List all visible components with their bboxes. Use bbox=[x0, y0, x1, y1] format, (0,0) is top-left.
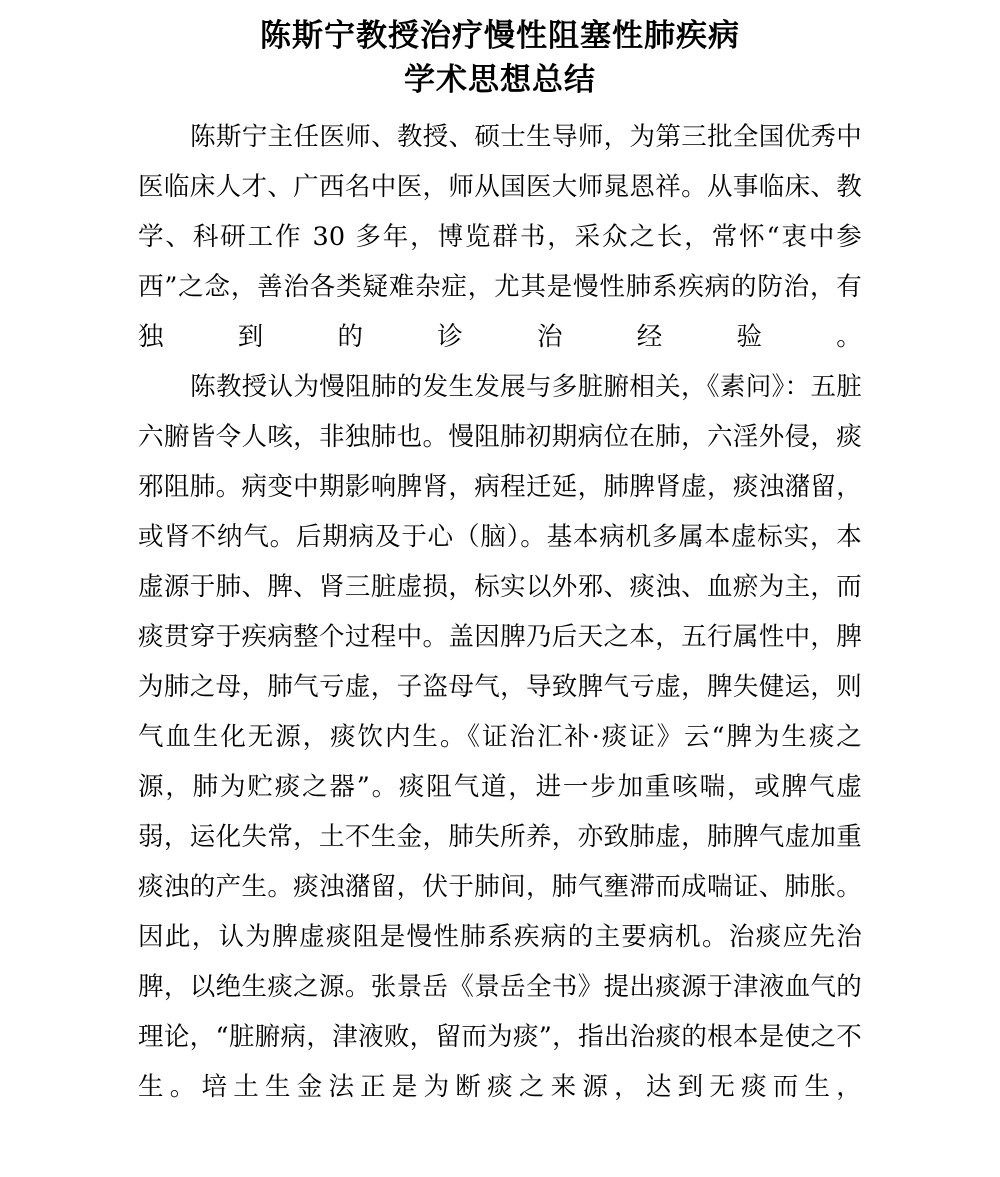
paragraph-1 bbox=[138, 112, 862, 362]
document-body bbox=[138, 112, 862, 1112]
page-title bbox=[138, 14, 862, 102]
paragraph-1-text: 陈斯宁主任医师、教授、硕士生导师，为第三批全国优秀中医临床人才、广西名中医，师从国医大师晁恩祥。从事临床、教学、科研工作 30 多年，博览群书，采众之长，常怀“衷中参西”之念，善治各类疑难杂症，尤其是慢性肺系疾病的防治，有独到的诊治经验。 bbox=[138, 122, 862, 352]
title-line-2: 学术思想总结 bbox=[404, 62, 596, 98]
paragraph-2-text: 陈教授认为慢阻肺的发生发展与多脏腑相关，《素问》：五脏六腑皆令人咳，非独肺也。慢阻肺初期病位在肺，六淫外侵，痰邪阻肺。病变中期影响脾肾，病程迁延，肺脾肾虚，痰浊潴留，或肾不纳气。后期病及于心（脑）。基本病机多属本虚标实，本虚源于肺、脾、肾三脏虚损，标实以外邪、痰浊、血瘀为主，而痰贯穿于疾病整个过程中。盖因脾乃后天之本，五行属性中，脾为肺之母，肺气亏虚，子盗母气，导致脾气亏虚，脾失健运，则气血生化无源，痰饮内生。《证治汇补·痰证》云“脾为生痰之源，肺为贮痰之器”。痰阻气道，进一步加重咳喘，或脾气虚弱，运化失常，土不生金，肺失所养，亦致肺虚，肺脾气虚加重痰浊的产生。痰浊潴留，伏于肺间，肺气壅滞而成喘证、肺胀。因此，认为脾虚痰阻是慢性肺系疾病的主要病机。治痰应先治脾，以绝生痰之源。张景岳《景岳全书》提出痰源于津液血气的理论，“脏腑病，津液败，留而为痰”，指出治痰的根本是使之不生。培土生金法正是为断痰之来源，达到无痰而生， bbox=[138, 372, 862, 1102]
paragraph-2 bbox=[138, 362, 862, 1112]
title-line-1: 陈斯宁教授治疗慢性阻塞性肺疾病 bbox=[260, 18, 740, 54]
